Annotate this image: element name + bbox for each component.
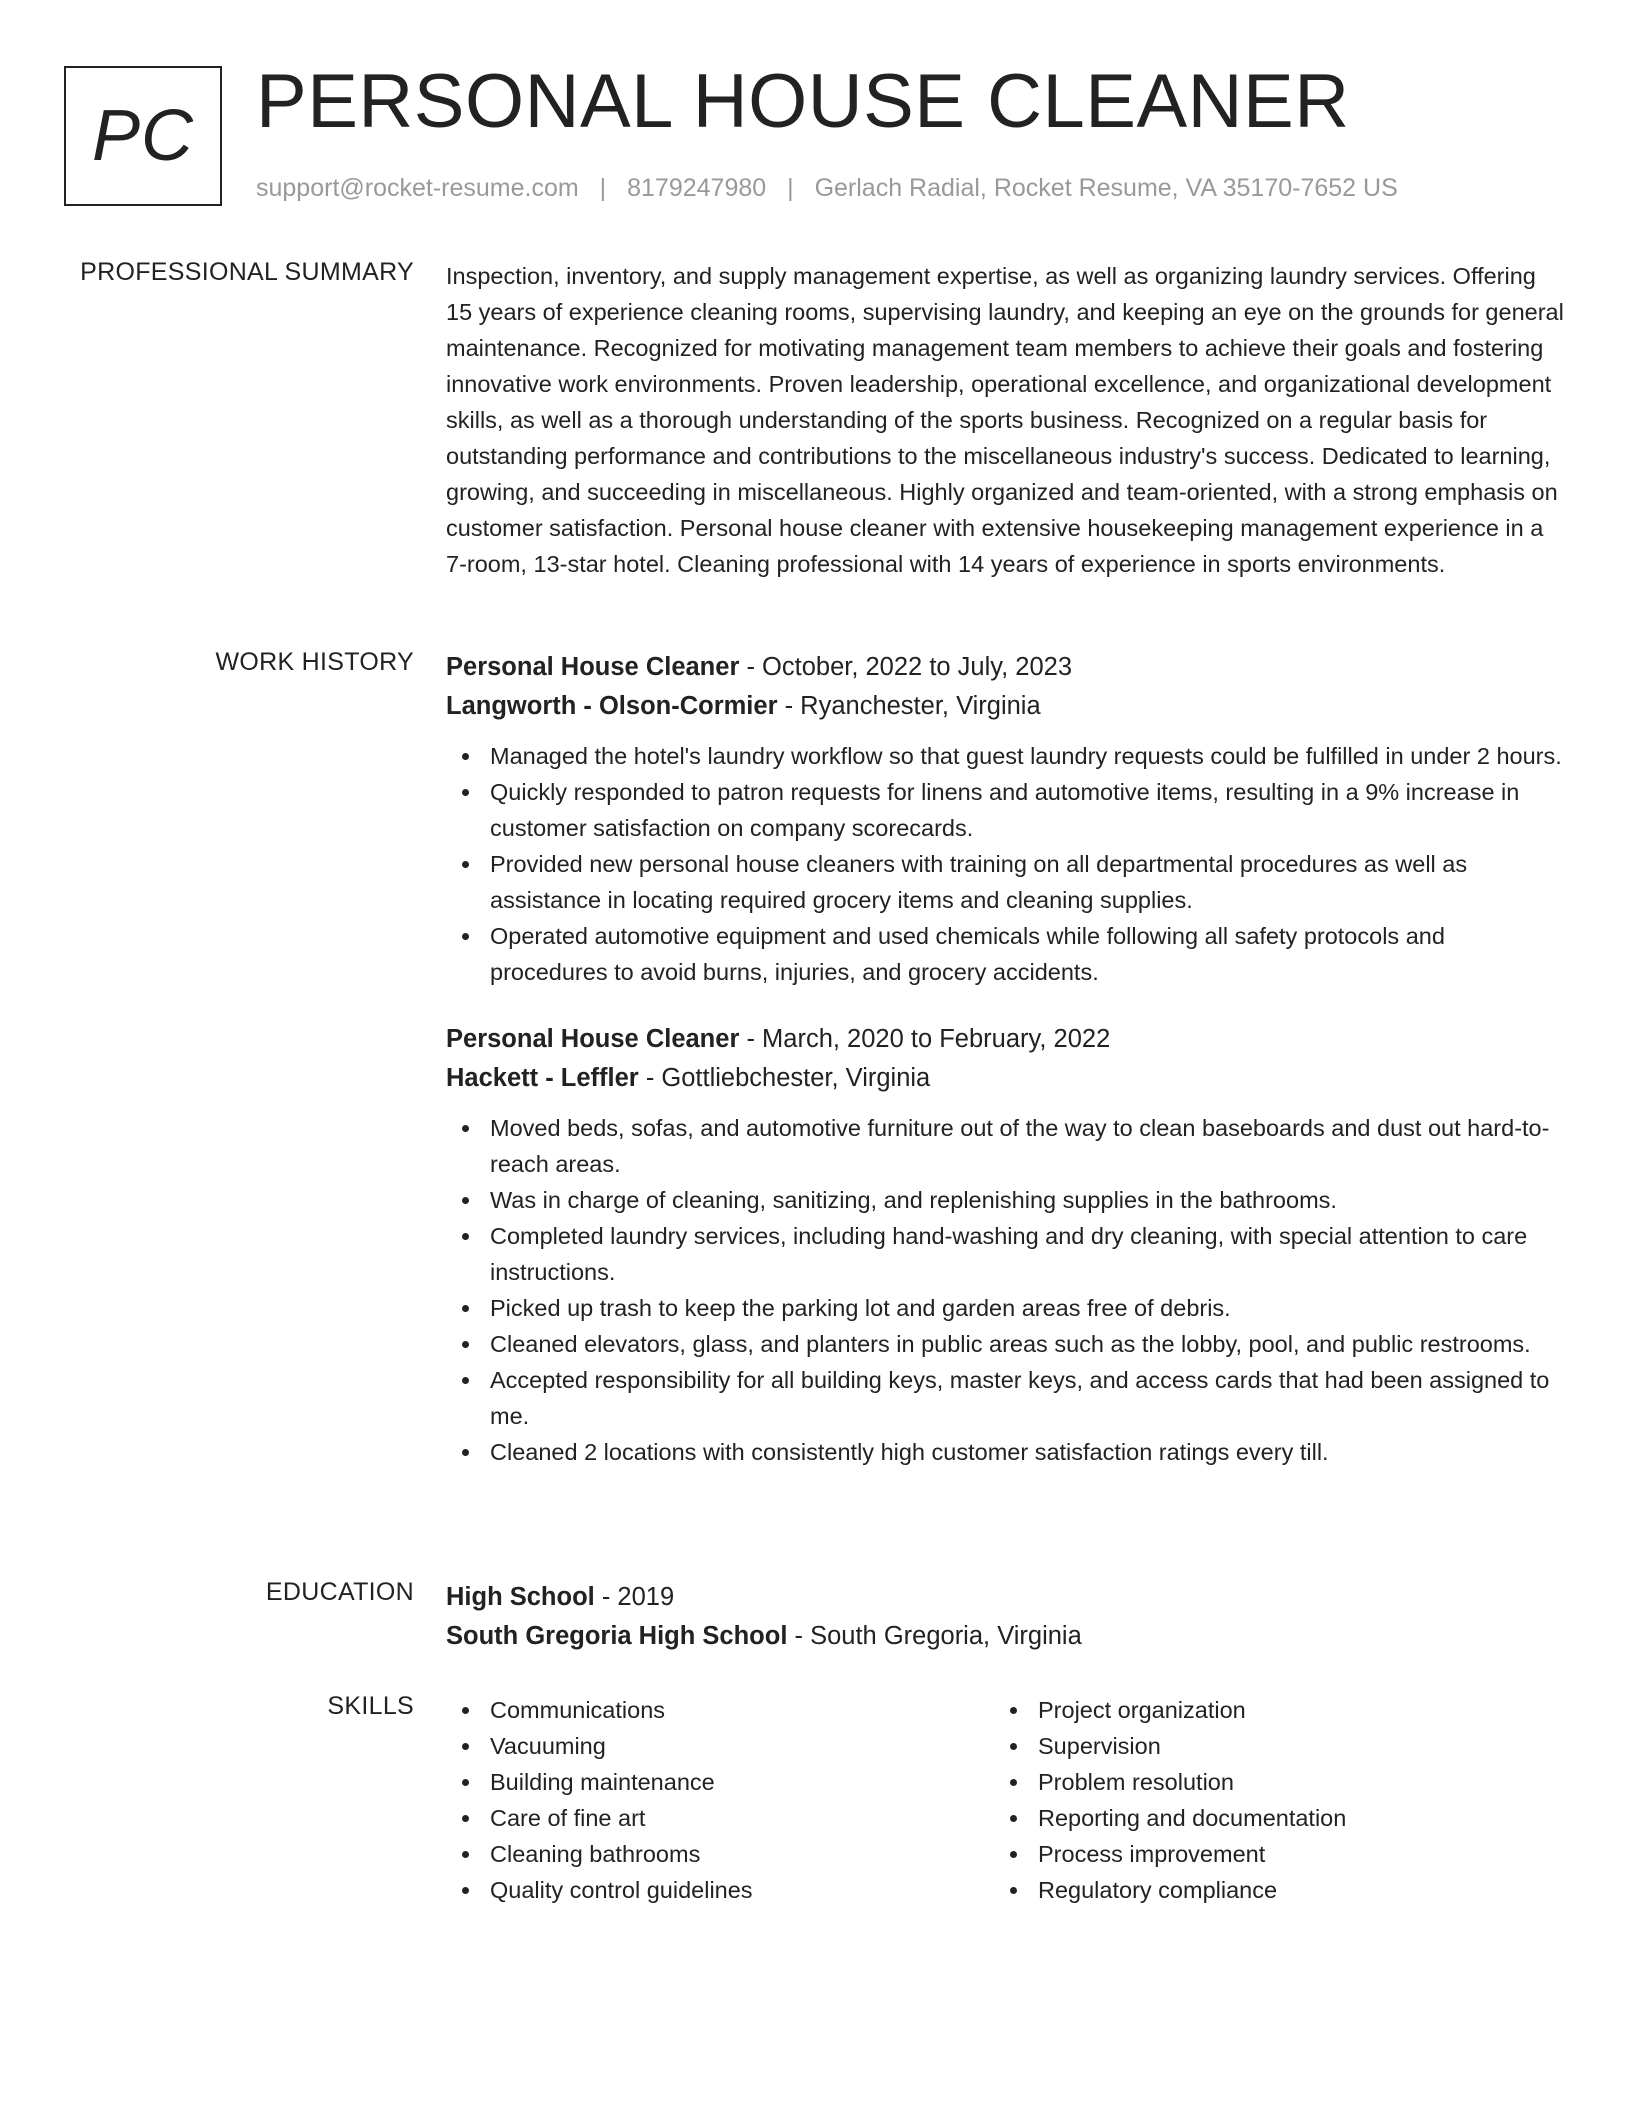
- summary-body: [446, 258, 1566, 582]
- skill-item: Cleaning bathrooms: [446, 1836, 994, 1872]
- job-dates: - March, 2020 to February, 2022: [739, 1025, 1111, 1053]
- monogram-box: PC: [64, 66, 222, 206]
- work-body: [446, 648, 1566, 1470]
- skills-columns: [446, 1692, 1566, 1908]
- job-location: - Gottliebchester, Virginia: [638, 1064, 931, 1092]
- education-school: South Gregoria High School: [446, 1622, 788, 1650]
- job-company-line: [446, 687, 1566, 726]
- job-bullets: [446, 738, 1566, 990]
- skills-column-right: [994, 1692, 1542, 1908]
- contact-separator: |: [787, 174, 794, 202]
- job-role: Personal House Cleaner: [446, 1025, 740, 1053]
- job-entry: [446, 1020, 1566, 1470]
- skill-item: Building maintenance: [446, 1764, 994, 1800]
- job-bullet: Provided new personal house cleaners with training on all departmental procedures as well as assistance in locating required grocery items and cleaning supplies.: [446, 846, 1566, 918]
- education-school-line: [446, 1617, 1566, 1656]
- skill-item: Supervision: [994, 1728, 1542, 1764]
- skill-item: Problem resolution: [994, 1764, 1542, 1800]
- education-degree: High School: [446, 1583, 595, 1611]
- section-title-education: EDUCATION: [265, 1578, 414, 1606]
- skills-column-left: [446, 1692, 994, 1908]
- education-year: - 2019: [594, 1583, 675, 1611]
- skill-item: Vacuuming: [446, 1728, 994, 1764]
- skill-item: Regulatory compliance: [994, 1872, 1542, 1908]
- job-bullet: Accepted responsibility for all building keys, master keys, and access cards that had been assigned to me.: [446, 1362, 1566, 1434]
- skills-body: [446, 1692, 1566, 1908]
- job-bullets: [446, 1110, 1566, 1470]
- contact-address: Gerlach Radial, Rocket Resume, VA 35170-7652 US: [814, 174, 1398, 202]
- skill-item: Project organization: [994, 1692, 1542, 1728]
- job-company-line: [446, 1059, 1566, 1098]
- section-title-summary: PROFESSIONAL SUMMARY: [80, 258, 414, 286]
- job-bullet: Moved beds, sofas, and automotive furniture out of the way to clean baseboards and dust out hard-to-reach areas.: [446, 1110, 1566, 1182]
- job-title-line: [446, 648, 1566, 687]
- skill-item: Reporting and documentation: [994, 1800, 1542, 1836]
- contact-email[interactable]: support@rocket-resume.com: [256, 174, 579, 202]
- job-dates: - October, 2022 to July, 2023: [739, 653, 1073, 681]
- skill-item: Process improvement: [994, 1836, 1542, 1872]
- resume-header: [64, 59, 1584, 216]
- page-title: PERSONAL HOUSE CLEANER: [256, 59, 1350, 144]
- section-title-work: WORK HISTORY: [215, 648, 414, 676]
- education-body: [446, 1578, 1566, 1656]
- job-bullet: Cleaned 2 locations with consistently high customer satisfaction ratings every till.: [446, 1434, 1566, 1470]
- summary-text: Inspection, inventory, and supply management expertise, as well as organizing laundry services. Offering 15 years of experience cleaning rooms, supervising laundry, and keeping an eye on the grounds for general maintenance. Recognized for motivating management team members to achieve their goals and fostering innovative work environments. Proven leadership, operational excellence, and organizational development skills, as well as a thorough understanding of the sports business. Recognized on a regular basis for outstanding performance and contributions to the miscellaneous industry's success. Dedicated to learning, growing, and succeeding in miscellaneous. Highly organized and team-oriented, with a strong emphasis on customer satisfaction. Personal house cleaner with extensive housekeeping management experience in a 7-room, 13-star hotel. Cleaning professional with 14 years of experience in sports environments.: [446, 263, 1564, 577]
- skill-item: Quality control guidelines: [446, 1872, 994, 1908]
- job-bullet: Was in charge of cleaning, sanitizing, and replenishing supplies in the bathrooms.: [446, 1182, 1566, 1218]
- job-bullet: Managed the hotel's laundry workflow so that guest laundry requests could be fulfilled in under 2 hours.: [446, 738, 1566, 774]
- job-location: - Ryanchester, Virginia: [777, 692, 1041, 720]
- job-bullet: Quickly responded to patron requests for linens and automotive items, resulting in a 9% increase in customer satisfaction on company scorecards.: [446, 774, 1566, 846]
- contact-separator: |: [599, 174, 607, 202]
- skill-item: Communications: [446, 1692, 994, 1728]
- education-degree-line: [446, 1578, 1566, 1617]
- job-role: Personal House Cleaner: [446, 653, 740, 681]
- job-entry: [446, 648, 1566, 990]
- contact-line: [256, 174, 1398, 203]
- job-company: Hackett - Leffler: [446, 1064, 639, 1092]
- job-title-line: [446, 1020, 1566, 1059]
- job-bullet: Completed laundry services, including hand-washing and dry cleaning, with special attention to care instructions.: [446, 1218, 1566, 1290]
- section-title-skills: SKILLS: [327, 1692, 414, 1720]
- contact-phone[interactable]: 8179247980: [627, 174, 767, 202]
- job-bullet: Picked up trash to keep the parking lot and garden areas free of debris.: [446, 1290, 1566, 1326]
- skill-item: Care of fine art: [446, 1800, 994, 1836]
- job-company: Langworth - Olson-Cormier: [446, 692, 778, 720]
- job-bullet: Cleaned elevators, glass, and planters in public areas such as the lobby, pool, and public restrooms.: [446, 1326, 1566, 1362]
- job-bullet: Operated automotive equipment and used chemicals while following all safety protocols and procedures to avoid burns, injuries, and grocery accidents.: [446, 918, 1566, 990]
- education-location: - South Gregoria, Virginia: [787, 1622, 1082, 1650]
